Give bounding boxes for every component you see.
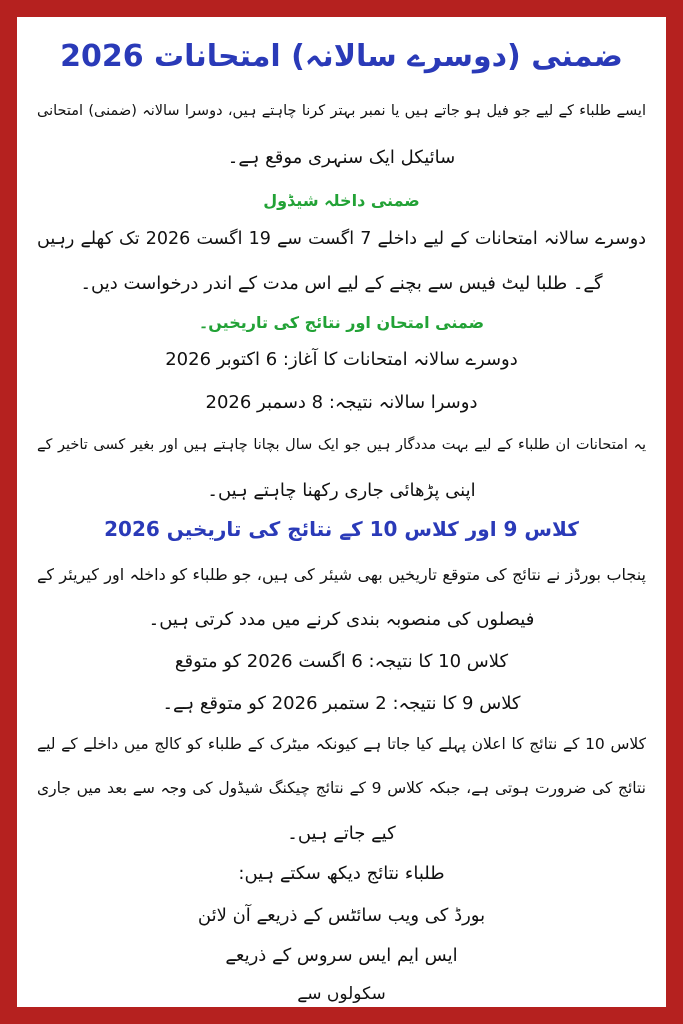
class-10-result: کلاس 10 کا نتیجہ: 6 اگست 2026 کو متوقع [174,651,509,672]
admission-line-1: دوسرے سالانہ امتحانات کے لیے داخلے 7 اگست سے 19 اگست 2026 تک کھلے رہیں [37,229,646,249]
check-option-sms: ایس ایم ایس سروس کے ذریعے [225,945,458,966]
check-option-schools: سکولوں سے [297,984,386,1004]
check-option-website: بورڈ کی ویب سائٹس کے ذریعے آن لائن [197,905,486,926]
intro-line-1: ایسے طلباء کے لیے جو فیل ہو جاتے ہیں یا نمبر بہتر کرنا چاہتے ہیں، دوسرا سالانہ (ضمنی) امتحانی [37,103,646,119]
class-results-explain-1: کلاس 10 کے نتائج کا اعلان پہلے کیا جاتا ہے کیونکہ میٹرک کے طلباء کو کالج میں داخلے کے لیے [37,735,646,753]
exam-note-line-1: یہ امتحانات ان طلباء کے لیے بہت مددگار ہیں جو ایک سال بچانا چاہتے ہیں اور بغیر کسی تاخیر کے [37,437,646,453]
page-title: ضمنی (دوسرے سالانہ) امتحانات 2026 [60,39,623,74]
class-results-intro-1: پنجاب بورڈز نے نتائج کی متوقع تاریخیں بھی شیئر کی ہیں، جو طلباء کو داخلہ اور کیریئر کے [37,565,646,584]
exam-start-date: دوسرے سالانہ امتحانات کا آغاز: 6 اکتوبر 2026 [165,349,518,370]
intro-line-2: سائیکل ایک سنہری موقع ہے۔ [227,147,456,168]
class-9-result: کلاس 9 کا نتیجہ: 2 ستمبر 2026 کو متوقع ہے۔ [162,693,521,714]
class-results-intro-2: فیصلوں کی منصوبہ بندی کرنے میں مدد کرتی ہیں۔ [148,609,535,630]
exam-dates-heading: ضمنی امتحان اور نتائج کی تاریخیں۔ [198,313,485,332]
class-results-explain-3: کیے جاتے ہیں۔ [287,823,396,844]
check-results-heading: طلباء نتائج دیکھ سکتے ہیں: [238,863,445,884]
document-page [17,17,666,1007]
class-results-explain-2: نتائج کی ضرورت ہوتی ہے، جبکہ کلاس 9 کے نتائج چیکنگ شیڈول کی وجہ سے بعد میں جاری [37,779,646,797]
admission-line-2: گے۔ طلبا لیٹ فیس سے بچنے کے لیے اس مدت کے اندر درخواست دیں۔ [80,273,603,294]
exam-result-date: دوسرا سالانہ نتیجہ: 8 دسمبر 2026 [205,392,478,413]
exam-note-line-2: اپنی پڑھائی جاری رکھنا چاہتے ہیں۔ [207,480,476,501]
admission-heading: ضمنی داخلہ شیڈول [263,191,420,210]
class-results-heading: کلاس 9 اور کلاس 10 کے نتائج کی تاریخیں 2026 [104,517,579,541]
